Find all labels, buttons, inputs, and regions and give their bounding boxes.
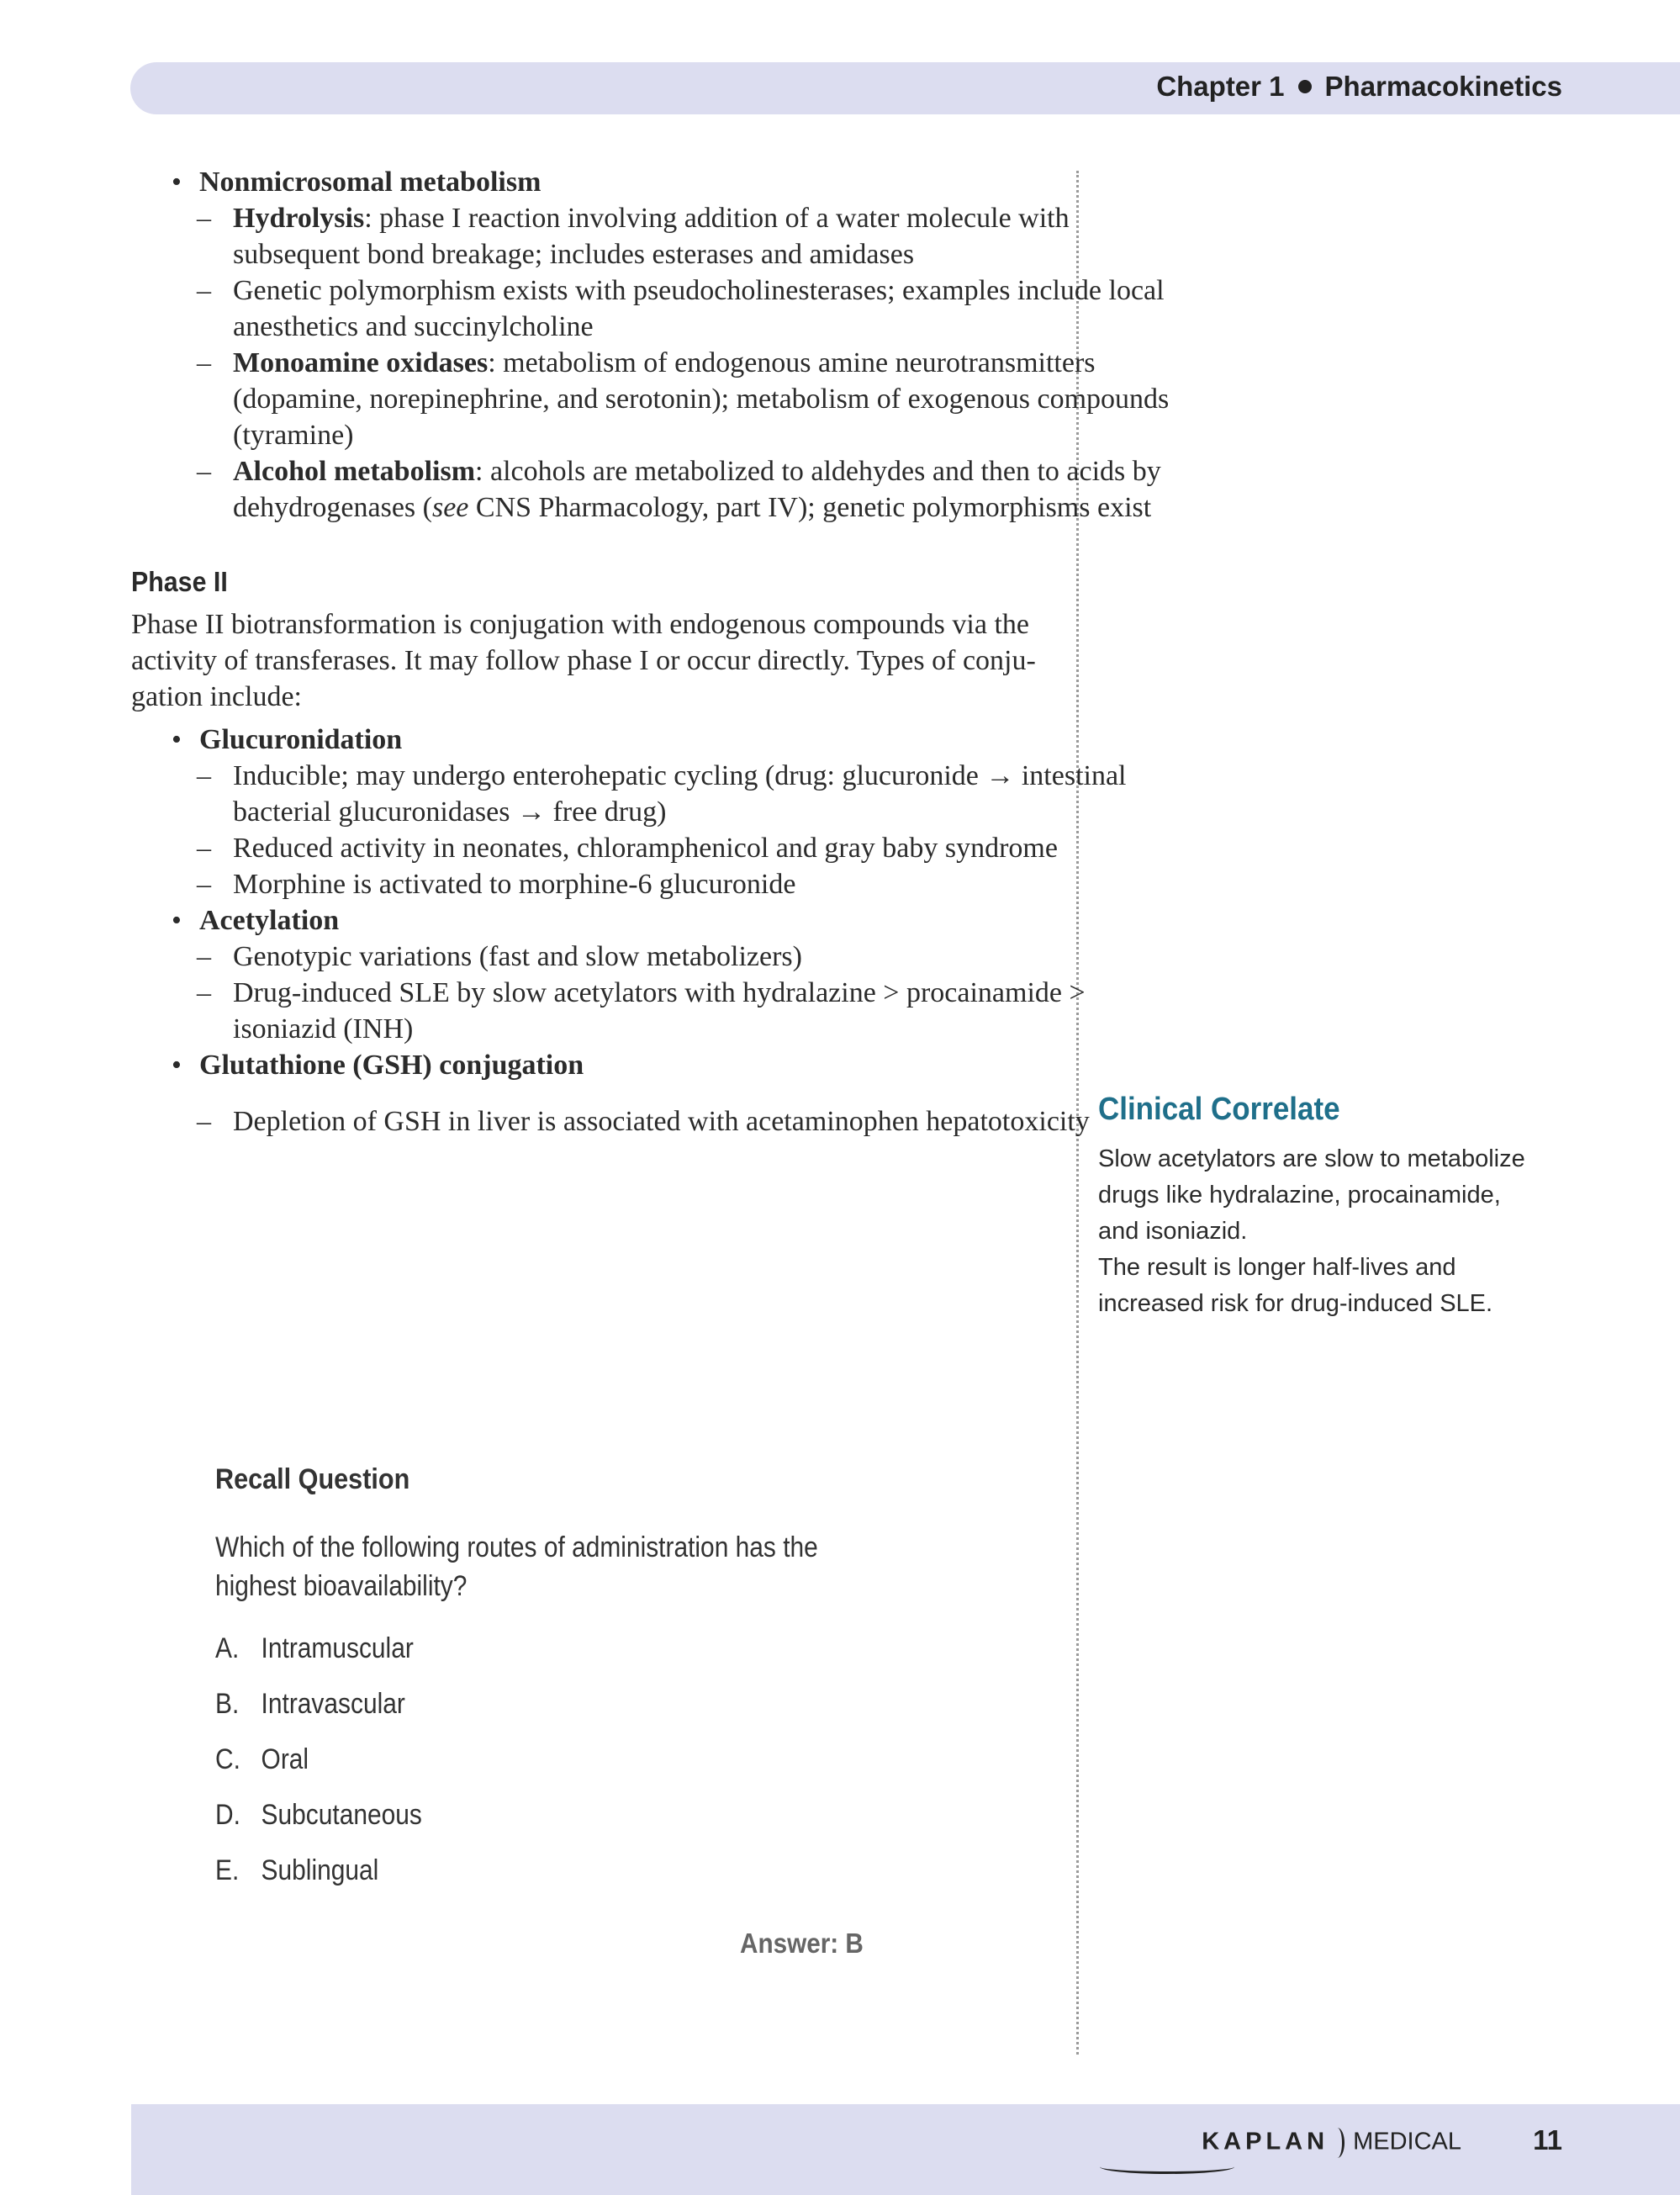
list-item: [131, 200, 1183, 272]
recall-title: Recall Question: [215, 1463, 410, 1495]
option-text: Intramuscular: [261, 1632, 414, 1664]
option-text: Subcutaneous: [261, 1799, 422, 1831]
option-text: Intravascular: [261, 1688, 405, 1720]
definition: : metabolism of endogenous amine neurotransmitters (dopamine, norepinephrine, and serotonin); metabolism of exogenous compounds (tyramine): [233, 347, 1170, 451]
list-item: [131, 453, 1183, 526]
answer-option: [215, 1685, 785, 1723]
option-text: Sublingual: [261, 1854, 379, 1886]
phase2-intro: Phase II biotransformation is conjugation with endogenous compounds via the activity of transferases. It may follow phase I or occur directly. Types of conjugation include:: [131, 609, 1036, 712]
list-item: – Genotypic variations (fast and slow metabolizers): [131, 939, 1183, 975]
recall-question-box: [215, 1463, 863, 1907]
logo-arc-icon: [1330, 2128, 1345, 2158]
term: Alcohol metabolism: [233, 456, 476, 487]
option-letter: E.: [215, 1854, 240, 1886]
topic-label: Pharmacokinetics: [1324, 71, 1562, 102]
recall-answer: Answer: B: [740, 1928, 864, 1959]
list-item: [131, 345, 1183, 453]
italic-word: see: [431, 492, 469, 523]
logo-suffix: MEDICAL: [1353, 2128, 1461, 2155]
definition: : alcohols are metabolized to aldehydes and then to acids by dehydrogenases (: [233, 456, 1161, 523]
definition-cont: CNS Pharmacology, part IV); genetic polymorphisms exist: [468, 492, 1152, 523]
term: Hydrolysis: [233, 203, 365, 234]
term: Monoamine oxidases: [233, 347, 489, 378]
option-letter: A.: [215, 1632, 240, 1664]
definition: : phase I reaction involving addition of a water molecule with subsequent bond breakage; includes esterases and amidases: [233, 203, 1070, 270]
running-header: [1156, 71, 1562, 103]
recall-question: Which of the following routes of administration has the highest bioavailability?: [215, 1531, 818, 1602]
footer-band: [131, 2104, 1680, 2195]
list-item: – Drug-induced SLE by slow acetylators with hydralazine > procainamide > isoniazid (INH): [131, 975, 1183, 1047]
answer-option: [215, 1740, 785, 1779]
option-letter: D.: [215, 1799, 240, 1831]
option-letter: B.: [215, 1688, 240, 1720]
main-column: [131, 164, 1170, 1140]
logo-brand: KAPLAN: [1202, 2128, 1329, 2155]
bullet-dot-icon: [1298, 80, 1312, 93]
list-item: – Depletion of GSH in liver is associated with acetaminophen hepatotoxicity: [131, 1103, 1183, 1140]
list-item: [131, 272, 1183, 345]
option-letter: C.: [215, 1743, 240, 1775]
header-band: [130, 62, 1680, 114]
kaplan-medical-logo: [1202, 2128, 1461, 2158]
list-item: – Inducible; may undergo enterohepatic cycling (drug: glucuronide → intestinal bacterial glucuronidases → free drug): [131, 758, 1183, 830]
answer-option: [215, 1629, 785, 1668]
definition: Genetic polymorphism exists with pseudocholinesterases; examples include local anesthetics and succinylcholine: [233, 275, 1165, 342]
bullet-glucuronidation: • Glucuronidation: [131, 722, 1056, 758]
logo-swoosh-icon: [1100, 2160, 1234, 2174]
bullet-acetylation: • Acetylation: [131, 902, 1056, 939]
bullet-nonmicrosomal: • Nonmicrosomal metabolism: [131, 164, 1056, 200]
bullet-glutathione: • Glutathione (GSH) conjugation: [131, 1047, 1056, 1083]
sidebar-body: [1098, 1141, 1535, 1322]
sidebar-title: Clinical Correlate: [1098, 1092, 1340, 1127]
list-item: – Reduced activity in neonates, chloramphenicol and gray baby syndrome: [131, 830, 1183, 866]
option-text: Oral: [261, 1743, 309, 1775]
clinical-correlate-sidebar: [1098, 1092, 1535, 1322]
answer-option: [215, 1851, 785, 1890]
list-item: – Morphine is activated to morphine-6 glucuronide: [131, 866, 1183, 902]
answer-option: [215, 1796, 785, 1834]
sidebar-line: Slow acetylators are slow to metabolize drugs like hydralazine, procainamide, and isoniazid.: [1098, 1145, 1525, 1245]
chapter-label: Chapter 1: [1156, 71, 1285, 102]
page-number: 11: [1533, 2124, 1562, 2155]
sidebar-line: The result is longer half-lives and increased risk for drug-induced SLE.: [1098, 1254, 1493, 1317]
section-heading-phase2: Phase II: [131, 566, 228, 597]
